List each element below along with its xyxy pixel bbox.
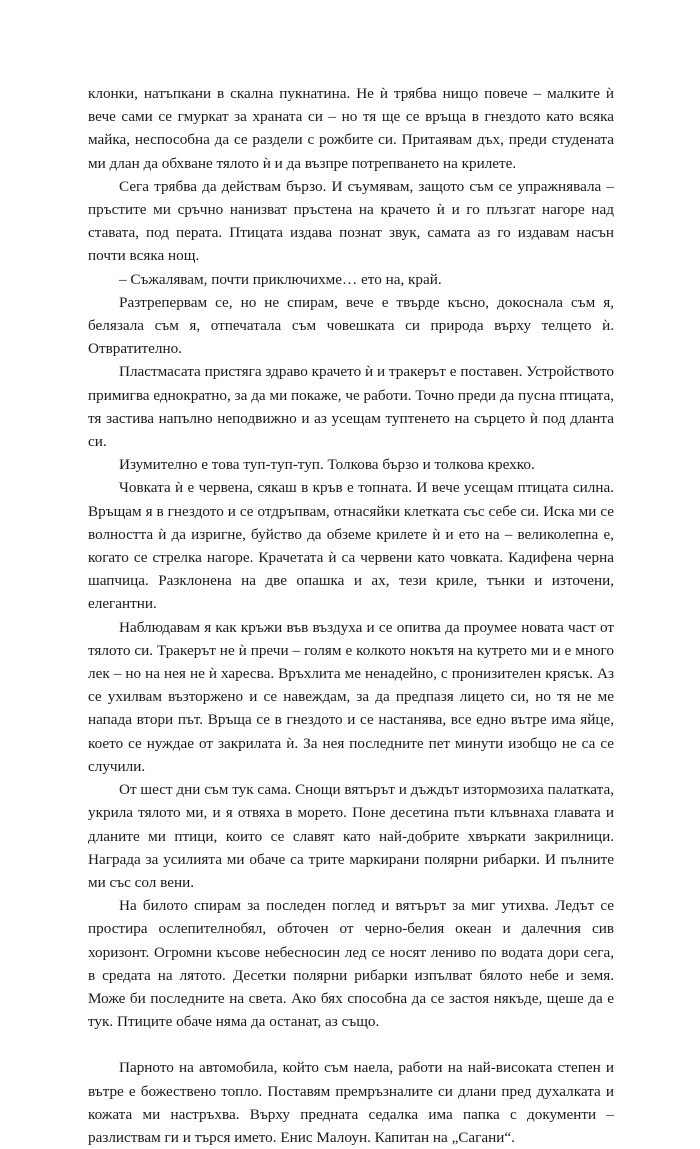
paragraph-6: Изумително е това туп-туп-туп. Толкова бързо и толкова крехко. bbox=[119, 456, 535, 474]
paragraph-1: клонки, натъпкани в скална пукнатина. Не ѝ трябва нищо повече – малките ѝ вече сами се гмуркат за храната си – но тя ще се връща в гнездото като всяка майка, неспособна да се раздели с рожбите си. Притаявам дъх, преди студената ми длан да обхване тялото ѝ и да възпре потрепването на крилете. bbox=[88, 85, 614, 172]
paragraph-8: Наблюдавам я как кръжи във въздуха и се опитва да проумее новата част от тялото си. Тракерът не ѝ пречи – голям е колкото нокътя на кутрето ми и е много лек – но на нея не ѝ харесва. Връхлита ме ненадейно, с пронизителен крясък. Аз се ухилвам възторжено и се навеждам, за да предпазя лицето си, но тя не ме напада втори път. Връща се в гнездото и се настанява, все едно вътре има яйце, което се нуждае от закрилата ѝ. За нея последните пет минути изобщо не са се случили. bbox=[88, 618, 614, 775]
document-page bbox=[88, 82, 614, 1149]
paragraph-9: От шест дни съм тук сама. Снощи вятърът и дъждът изтормозиха палатката, укрила тялото ми, и я отвяха в морето. Поне десетина пъти клъвнаха главата и дланите ми птици, които се славят като най-добрите хвъркати закрилници. Награда за усилията ми обаче са трите маркирани полярни рибарки. И пълните ми със сол вени. bbox=[88, 781, 614, 891]
paragraph-2: Сега трябва да действам бързо. И съумявам, защото съм се упражнявала – пръстите ми сръчно нанизват пръстена на крачето ѝ и го плъзгат нагоре над ставата, под перата. Птицата издава познат звук, самата аз го издавам насън почти всяка нощ. bbox=[88, 177, 614, 265]
paragraph-5: Пластмасата пристяга здраво крачето ѝ и тракерът е поставен. Устройството примигва еднократно, за да ми покаже, че работи. Точно преди да пусна птицата, тя застива напълно неподвижно и аз усещам туптенето на сърцето ѝ под дланта си. bbox=[88, 363, 614, 451]
paragraph-10: На билото спирам за последен поглед и вятърът за миг утихва. Ледът се простира ослепителнобял, обточен от черно-белия океан и далечния сив хоризонт. Огромни късове небесносин лед се носят лениво по водата дори сега, в средата на лятото. Десетки полярни рибарки изпълват бялото небе и земя. Може би последните на света. Ако бях способна да се застоя някъде, щеше да е тук. Птиците обаче няма да останат, аз също. bbox=[88, 897, 614, 1031]
paragraph-3-dialogue: – Съжалявам, почти приключихме… ето на, край. bbox=[119, 270, 442, 288]
paragraph-11: Парното на автомобила, който съм наела, работи на най-високата степен и вътре е божествено топло. Поставям премръзналите си длани пред духалката и кожата ми настръхва. Върху предната седалка има папка с документи – разлиствам ги и търся името. Енис Малоун. Капитан на „Сагани“. bbox=[88, 1059, 614, 1146]
paragraph-7: Човката ѝ е червена, сякаш в кръв е топната. И вече усещам птицата силна. Връщам я в гнездото и се отдръпвам, отнасяйки клетката със себе си. Иска ми се волността ѝ да изригне, буйство да обземе крилете ѝ и ето на – великолепна е, когато се стрелка нагоре. Крачетата ѝ са червени като човката. Кадифена черна шапчица. Разклонена на две опашка и ах, тези криле, тънки и източени, елегантни. bbox=[88, 479, 614, 613]
paragraph-4: Разтрепервам се, но не спирам, вече е твърде късно, докоснала съм я, белязала съм я, отпечатала съм човешката си природа върху телцето ѝ. Отвратително. bbox=[88, 293, 614, 358]
